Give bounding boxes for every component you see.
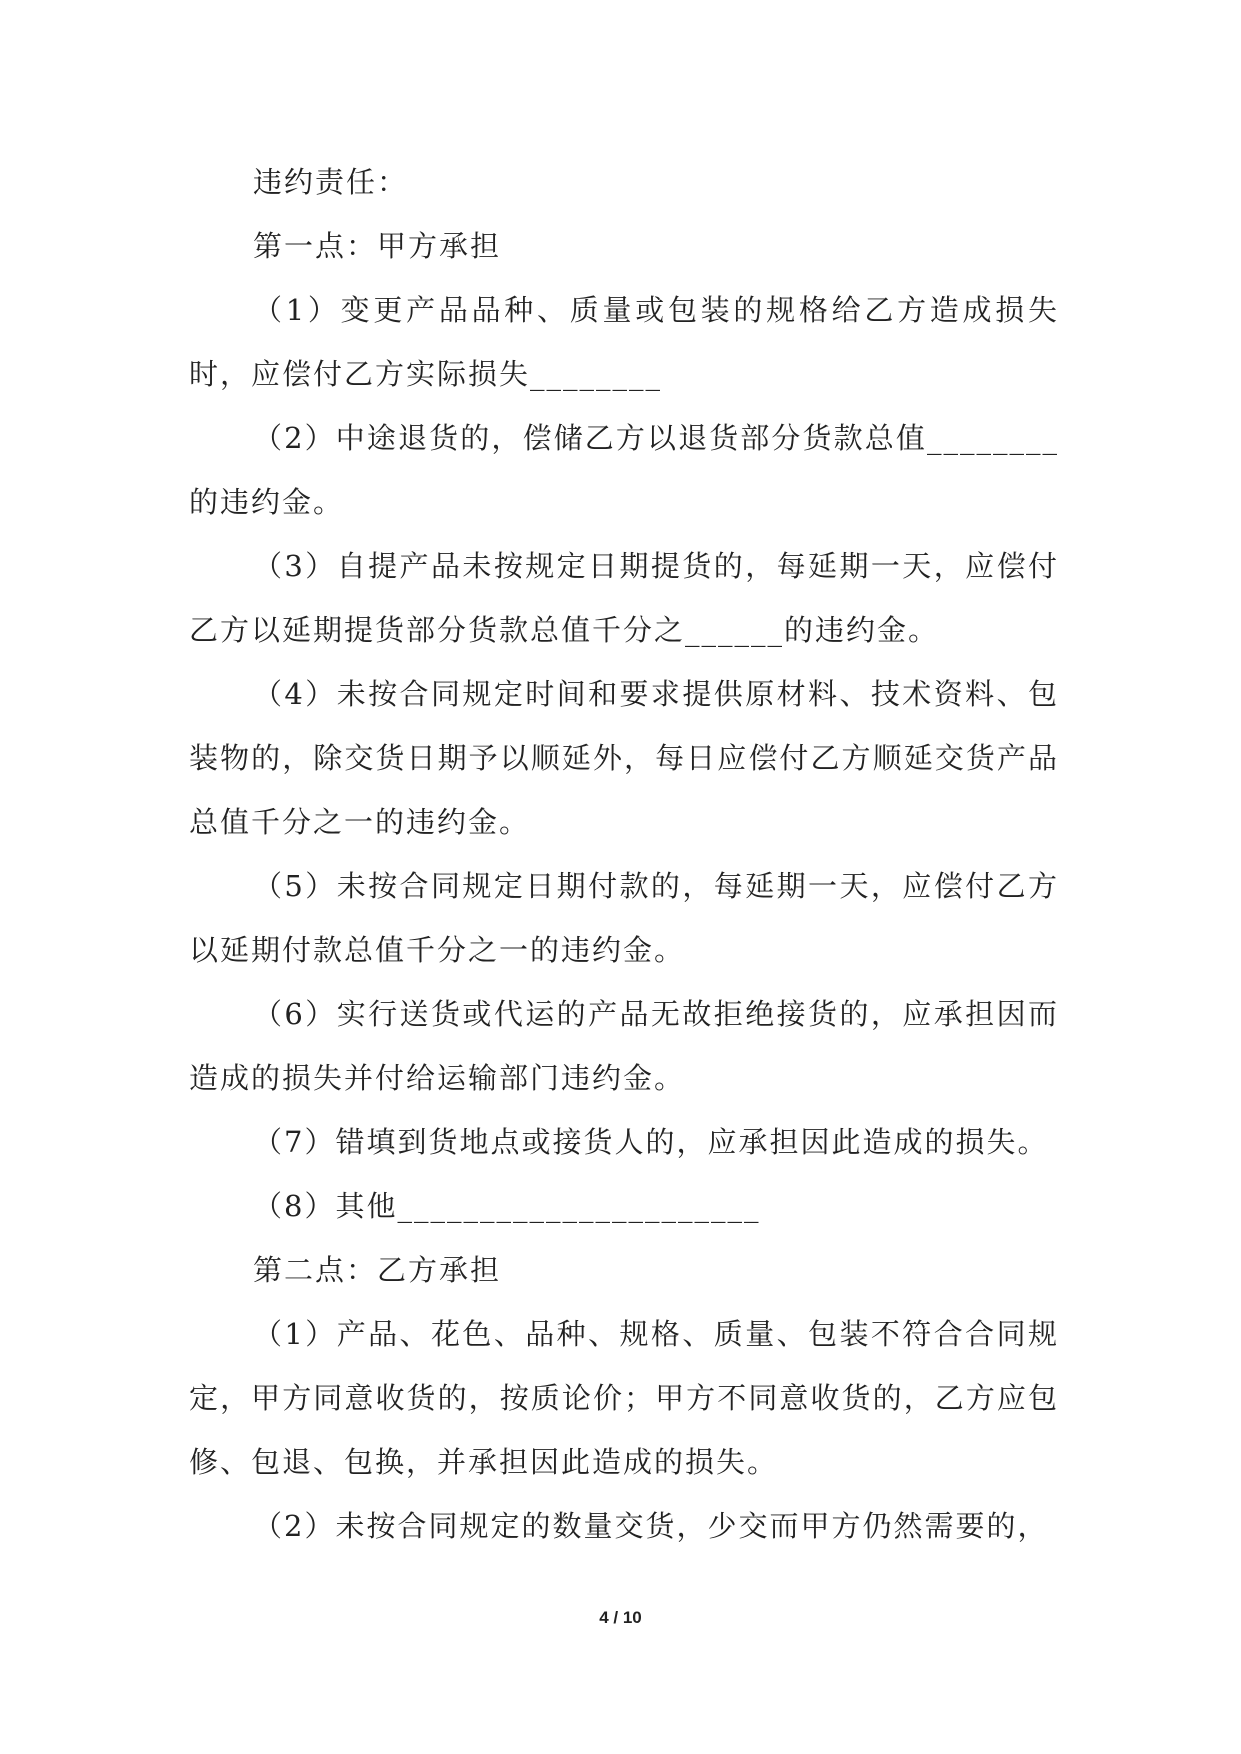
section-heading-breach-liability: 违约责任： bbox=[253, 165, 409, 199]
clause-a-7: （7）错填到货地点或接货人的，应承担因此造成的损失。 bbox=[253, 1125, 1049, 1159]
subsection-heading-party-b: 第二点：乙方承担 bbox=[253, 1253, 502, 1287]
clause-a-3: （3）自提产品未按规定日期提货的，每延期一天，应偿付乙方以延期提货部分货款总值千分之______的违约金。 bbox=[189, 549, 1059, 647]
clause-a-2: （2）中途退货的，偿储乙方以退货部分货款总值________的违约金。 bbox=[189, 421, 1059, 519]
clause-a-5: （5）未按合同规定日期付款的，每延期一天，应偿付乙方以延期付款总值千分之一的违约金。 bbox=[189, 869, 1059, 967]
clause-b-1: （1）产品、花色、品种、规格、质量、包装不符合合同规定，甲方同意收货的，按质论价；甲方不同意收货的，乙方应包修、包退、包换，并承担因此造成的损失。 bbox=[189, 1317, 1059, 1479]
clause-a-4: （4）未按合同规定时间和要求提供原材料、技术资料、包装物的，除交货日期予以顺延外，每日应偿付乙方顺延交货产品总值千分之一的违约金。 bbox=[189, 677, 1059, 839]
document-body bbox=[189, 150, 1059, 1558]
clause-a-6: （6）实行送货或代运的产品无故拒绝接货的，应承担因而造成的损失并付给运输部门违约金。 bbox=[189, 997, 1059, 1095]
clause-a-1: （1）变更产品品种、质量或包装的规格给乙方造成损失时，应偿付乙方实际损失________ bbox=[189, 293, 1059, 391]
clause-a-8: （8）其他______________________ bbox=[253, 1189, 761, 1223]
clause-b-2: （2）未按合同规定的数量交货，少交而甲方仍然需要的， bbox=[253, 1509, 1049, 1543]
page-number: 4 / 10 bbox=[599, 1608, 642, 1627]
subsection-heading-party-a: 第一点：甲方承担 bbox=[253, 229, 502, 263]
